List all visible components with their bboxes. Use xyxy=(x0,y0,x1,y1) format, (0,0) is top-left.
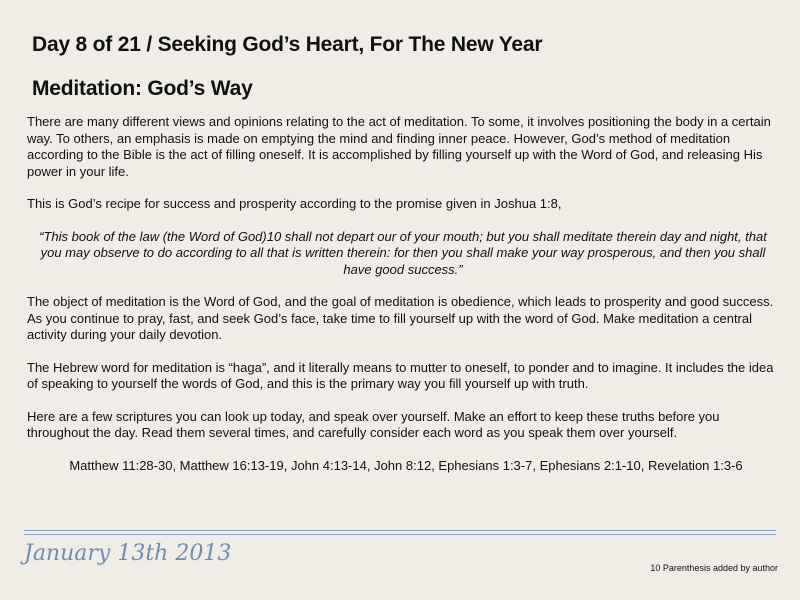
scripture-quote: “This book of the law (the Word of God)10 shall not depart our of your mouth; but you shall meditate therein day and night, that you may observe to do according to all that is written therein: for then you shall make your way prosperous, and then you shall have good success.” xyxy=(39,228,767,277)
slide-title: Day 8 of 21 / Seeking God’s Heart, For The New Year xyxy=(32,33,543,56)
paragraph-hebrew: The Hebrew word for meditation is “haga”, and it literally means to mutter to oneself, to ponder and to imagine. It includes the idea of speaking to yourself the words of God, and this is the primary way you fill yourself up with truth. xyxy=(27,359,774,391)
slide-date: January 13th 2013 xyxy=(24,541,232,566)
footer-divider-second xyxy=(24,534,776,535)
paragraph-object: The object of meditation is the Word of God, and the goal of meditation is obedience, which leads to prosperity and good success. As you continue to pray, fast, and seek God’s face, take time to fill yourself up with the word of God. Make meditation a central activity during your daily devotion. xyxy=(27,294,774,342)
paragraph-intro: There are many different views and opinions relating to the act of meditation. To some, it involves positioning the body in a certain way. To others, an emphasis is made on emptying the mind and finding inner peace. However, God’s method of meditation according to the Bible is the act of filling oneself. It is accomplished by filling yourself up with the Word of God, and releasing His power in your life. xyxy=(27,114,771,179)
scripture-references: Matthew 11:28-30, Matthew 16:13-19, John 4:13-14, John 8:12, Ephesians 1:3-7, Ephesians 2:1-10, Revelation 1:3-6 xyxy=(69,457,743,473)
slide-subtitle: Meditation: God’s Way xyxy=(32,77,253,100)
slide-body xyxy=(27,114,779,490)
paragraph-scriptures: Here are a few scriptures you can look up today, and speak over yourself. Make an effort to keep these truths before you throughout the day. Read them several times, and carefully consider each word as you speak them over yourself. xyxy=(27,408,720,440)
footer-divider xyxy=(24,530,776,531)
paragraph-recipe: This is God’s recipe for success and prosperity according to the promise given in Joshua 1:8, xyxy=(27,196,562,211)
footnote: 10 Parenthesis added by author xyxy=(650,563,778,573)
